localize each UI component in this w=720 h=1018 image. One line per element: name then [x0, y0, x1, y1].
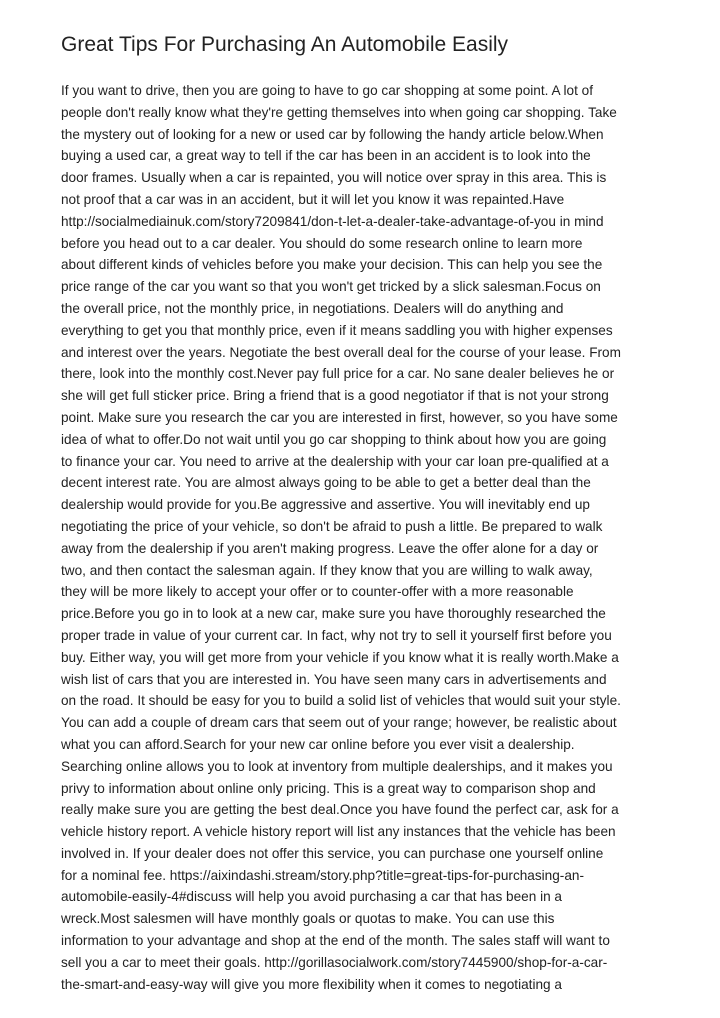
text-line: people don't really know what they're getting themselves into when going car shopping. Take: [61, 104, 617, 120]
text-line: not proof that a car was in an accident, but it will let you know it was repainted.Have: [61, 191, 565, 207]
text-line: involved in. If your dealer does not offer this service, you can purchase one yourself online: [61, 845, 604, 861]
text-line: proper trade in value of your current car. In fact, why not try to sell it yourself first before you: [61, 627, 612, 643]
text-line: You can add a couple of dream cars that seem out of your range; however, be realistic about: [61, 715, 617, 731]
text-line: http://socialmediainuk.com/story7209841/don-t-let-a-dealer-take-advantage-of-you in mind: [61, 213, 604, 229]
text-line: buy. Either way, you will get more from your vehicle if you know what it is really worth.Make a: [61, 649, 619, 665]
text-line: sell you a car to meet their goals. http://gorillasocialwork.com/story7445900/shop-for-a-car-: [61, 954, 608, 970]
text-line: automobile-easily-4#discuss will help you avoid purchasing a car that has been in a: [61, 889, 562, 905]
text-line: two, and then contact the salesman again. If they know that you are willing to walk away,: [61, 562, 593, 578]
text-line: If you want to drive, then you are going to have to go car shopping at some point. A lot of: [61, 83, 594, 98]
text-line: door frames. Usually when a car is repainted, you will notice over spray in this area. This is: [61, 170, 607, 186]
text-line: dealership would provide for you.Be aggressive and assertive. You will inevitably end up: [61, 497, 590, 513]
text-line: the-smart-and-easy-way will give you more flexibility when it comes to negotiating a: [61, 976, 562, 992]
text-line: decent interest rate. You are almost always going to be able to get a better deal than the: [61, 475, 591, 491]
text-line: everything to get you that monthly price, even if it means saddling you with higher expenses: [61, 322, 613, 338]
text-line: idea of what to offer.Do not wait until you go car shopping to think about how you are going: [61, 431, 607, 447]
text-line: before you head out to a car dealer. You should do some research online to learn more: [61, 235, 583, 251]
text-line: price.Before you go in to look at a new car, make sure you have thoroughly researched the: [61, 606, 606, 622]
text-line: there, look into the monthly cost.Never pay full price for a car. No sane dealer believes he or: [61, 366, 615, 382]
text-line: away from the dealership if you aren't making progress. Leave the offer alone for a day or: [61, 540, 599, 556]
text-line: price range of the car you want so that you won't get tricked by a slick salesman.Focus on: [61, 279, 601, 295]
text-line: really make sure you are getting the best deal.Once you have found the perfect car, ask for a: [61, 802, 619, 818]
text-line: she will get full sticker price. Bring a friend that is a good negotiator if that is not your strong: [61, 388, 609, 404]
text-line: buying a used car, a great way to tell if the car has been in an accident is to look into the: [61, 148, 591, 164]
text-line: on the road. It should be easy for you to build a solid list of vehicles that would suit your style.: [61, 693, 621, 709]
text-line: and interest over the years. Negotiate the best overall deal for the course of your lease. From: [61, 344, 621, 360]
text-line: the mystery out of looking for a new or used car by following the handy article below.When: [61, 126, 604, 142]
text-line: vehicle history report. A vehicle history report will list any instances that the vehicle has been: [61, 824, 616, 840]
text-line: Searching online allows you to look at inventory from multiple dealerships, and it makes you: [61, 758, 613, 774]
text-line: what you can afford.Search for your new car online before you ever visit a dealership.: [61, 736, 575, 752]
text-line: information to your advantage and shop at the end of the month. The sales staff will want to: [61, 933, 610, 949]
text-line: negotiating the price of your vehicle, so don't be afraid to push a little. Be prepared to walk: [61, 518, 603, 534]
text-line: point. Make sure you research the car you are interested in first, however, so you have some: [61, 409, 618, 425]
text-line: to finance your car. You need to arrive at the dealership with your car loan pre-qualified at a: [61, 453, 609, 469]
text-line: for a nominal fee. https://aixindashi.stream/story.php?title=great-tips-for-purchasing-an-: [61, 867, 584, 883]
text-line: about different kinds of vehicles before you make your decision. This can help you see the: [61, 257, 603, 273]
article-body: [61, 80, 663, 995]
text-line: the overall price, not the monthly price, in negotiations. Dealers will do anything and: [61, 300, 564, 316]
document-title: Great Tips For Purchasing An Automobile Easily: [61, 33, 509, 56]
text-line: wish list of cars that you are interested in. You have seen many cars in advertisements and: [61, 671, 607, 687]
text-line: wreck.Most salesmen will have monthly goals or quotas to make. You can use this: [61, 911, 555, 927]
text-line: they will be more likely to accept your offer or to counter-offer with a more reasonable: [61, 584, 574, 600]
text-line: privy to information about online only pricing. This is a great way to comparison shop and: [61, 780, 596, 796]
